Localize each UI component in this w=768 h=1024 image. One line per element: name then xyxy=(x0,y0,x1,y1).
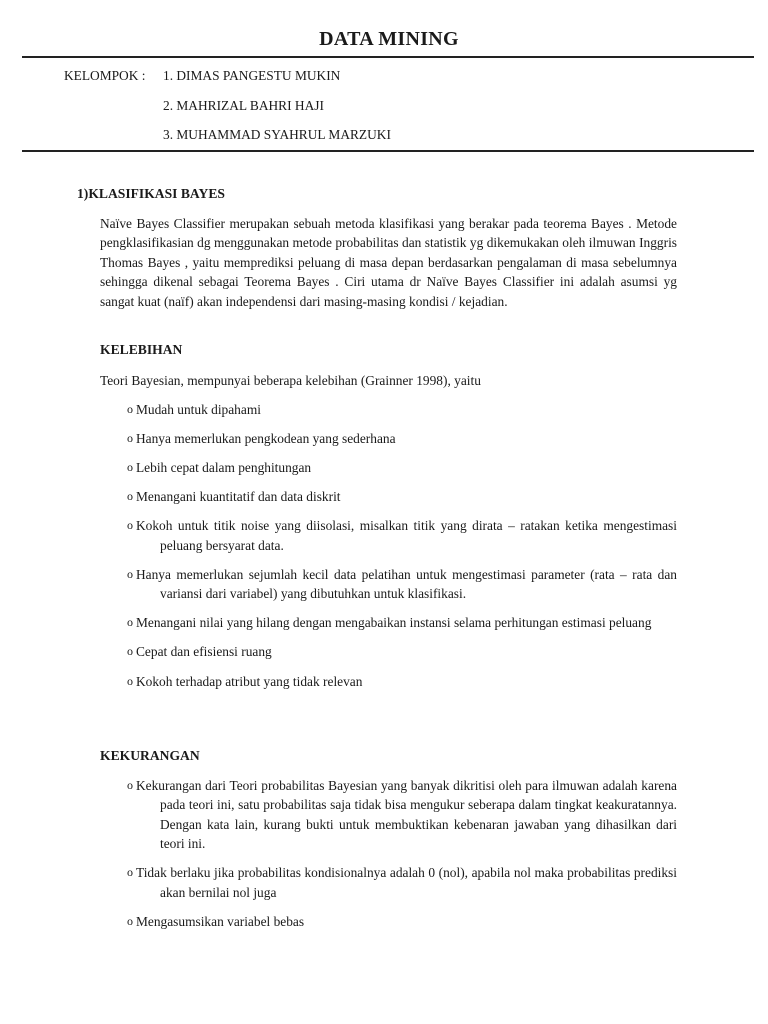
member-name: 2. MAHRIZAL BAHRI HAJI xyxy=(163,97,324,113)
bottom-divider xyxy=(22,150,754,152)
bullet-icon: o xyxy=(127,673,133,688)
list-item: o Hanya memerlukan pengkodean yang sederhana xyxy=(127,429,677,448)
list-item: o Mengasumsikan variabel bebas xyxy=(127,912,677,931)
list-item: o Cepat dan efisiensi ruang xyxy=(127,642,677,661)
list-item: o Menangani kuantitatif dan data diskrit xyxy=(127,487,677,506)
member-name: 1. DIMAS PANGESTU MUKIN xyxy=(163,68,341,83)
bullet-icon: o xyxy=(127,460,133,475)
bullet-icon: o xyxy=(127,431,133,446)
bullet-icon: o xyxy=(127,865,133,880)
group-label: KELOMPOK : xyxy=(64,68,146,83)
member-name: 3. MUHAMMAD SYAHRUL MARZUKI xyxy=(163,127,391,142)
list-item: o Kokoh untuk titik noise yang diisolasi, misalkan titik yang dirata – ratakan ketika mengestimasi peluang bersyarat data. xyxy=(127,518,677,553)
disadvantages-heading: KEKURANGAN xyxy=(100,748,200,763)
group-members xyxy=(64,66,391,155)
member-row xyxy=(64,96,391,126)
list-item: o Mudah untuk dipahami xyxy=(127,400,677,419)
advantages-list xyxy=(127,400,677,701)
section-heading: 1)KLASIFIKASI BAYES xyxy=(77,186,225,201)
intro-paragraph: Naïve Bayes Classifier merupakan sebuah metoda klasifikasi yang berakar pada teorema Bayes . Metode pengklasifikasian dg menggunakan metode probabilitas dan statistik yg dikemukakan oleh ilmuwan Inggris Thomas Bayes , yaitu memprediksi peluang di masa depan berdasarkan pengalaman di masa sebelumnya sehingga dikenal sebagai Teorema Bayes . Ciri utama dr Naïve Bayes Classifier ini adalah asumsi yg sangat kuat (naïf) akan independensi dari masing-masing kondisi / kejadian. xyxy=(100,216,677,309)
bullet-icon: o xyxy=(127,913,133,928)
bullet-icon: o xyxy=(127,566,133,581)
bullet-icon: o xyxy=(127,489,133,504)
list-item: o Lebih cepat dalam penghitungan xyxy=(127,458,677,477)
list-item: o Kekurangan dari Teori probabilitas Bayesian yang banyak dikritisi oleh para ilmuwan adalah karena pada teori ini, satu probabilitas saja tidak bisa mengukur seberapa dalam tingkat keakuratannya. Dengan kata lain, kurang bukti untuk membuktikan kebenaran jawaban yang dihasilkan dari teori ini. xyxy=(127,778,677,852)
list-item: o Kokoh terhadap atribut yang tidak relevan xyxy=(127,672,677,691)
document-title: DATA MINING xyxy=(319,28,459,50)
list-item: o Tidak berlaku jika probabilitas kondisionalnya adalah 0 (nol), apabila nol maka probabilitas prediksi akan bernilai nol juga xyxy=(127,865,677,900)
bullet-icon: o xyxy=(127,518,133,533)
bullet-icon: o xyxy=(127,778,133,792)
member-row xyxy=(64,66,391,96)
advantages-intro: Teori Bayesian, mempunyai beberapa kelebihan (Grainner 1998), yaitu xyxy=(100,373,481,388)
advantages-heading: KELEBIHAN xyxy=(100,342,183,357)
disadvantages-list xyxy=(127,776,677,941)
bullet-icon: o xyxy=(127,402,133,416)
bullet-icon: o xyxy=(127,615,133,630)
bullet-icon: o xyxy=(127,644,133,659)
top-divider xyxy=(22,56,754,58)
list-item: o Menangani nilai yang hilang dengan mengabaikan instansi selama perhitungan estimasi peluang xyxy=(127,613,677,632)
list-item: o Hanya memerlukan sejumlah kecil data pelatihan untuk mengestimasi parameter (rata – rata dan variansi dari variabel) yang dibutuhkan untuk klasifikasi. xyxy=(127,566,677,602)
